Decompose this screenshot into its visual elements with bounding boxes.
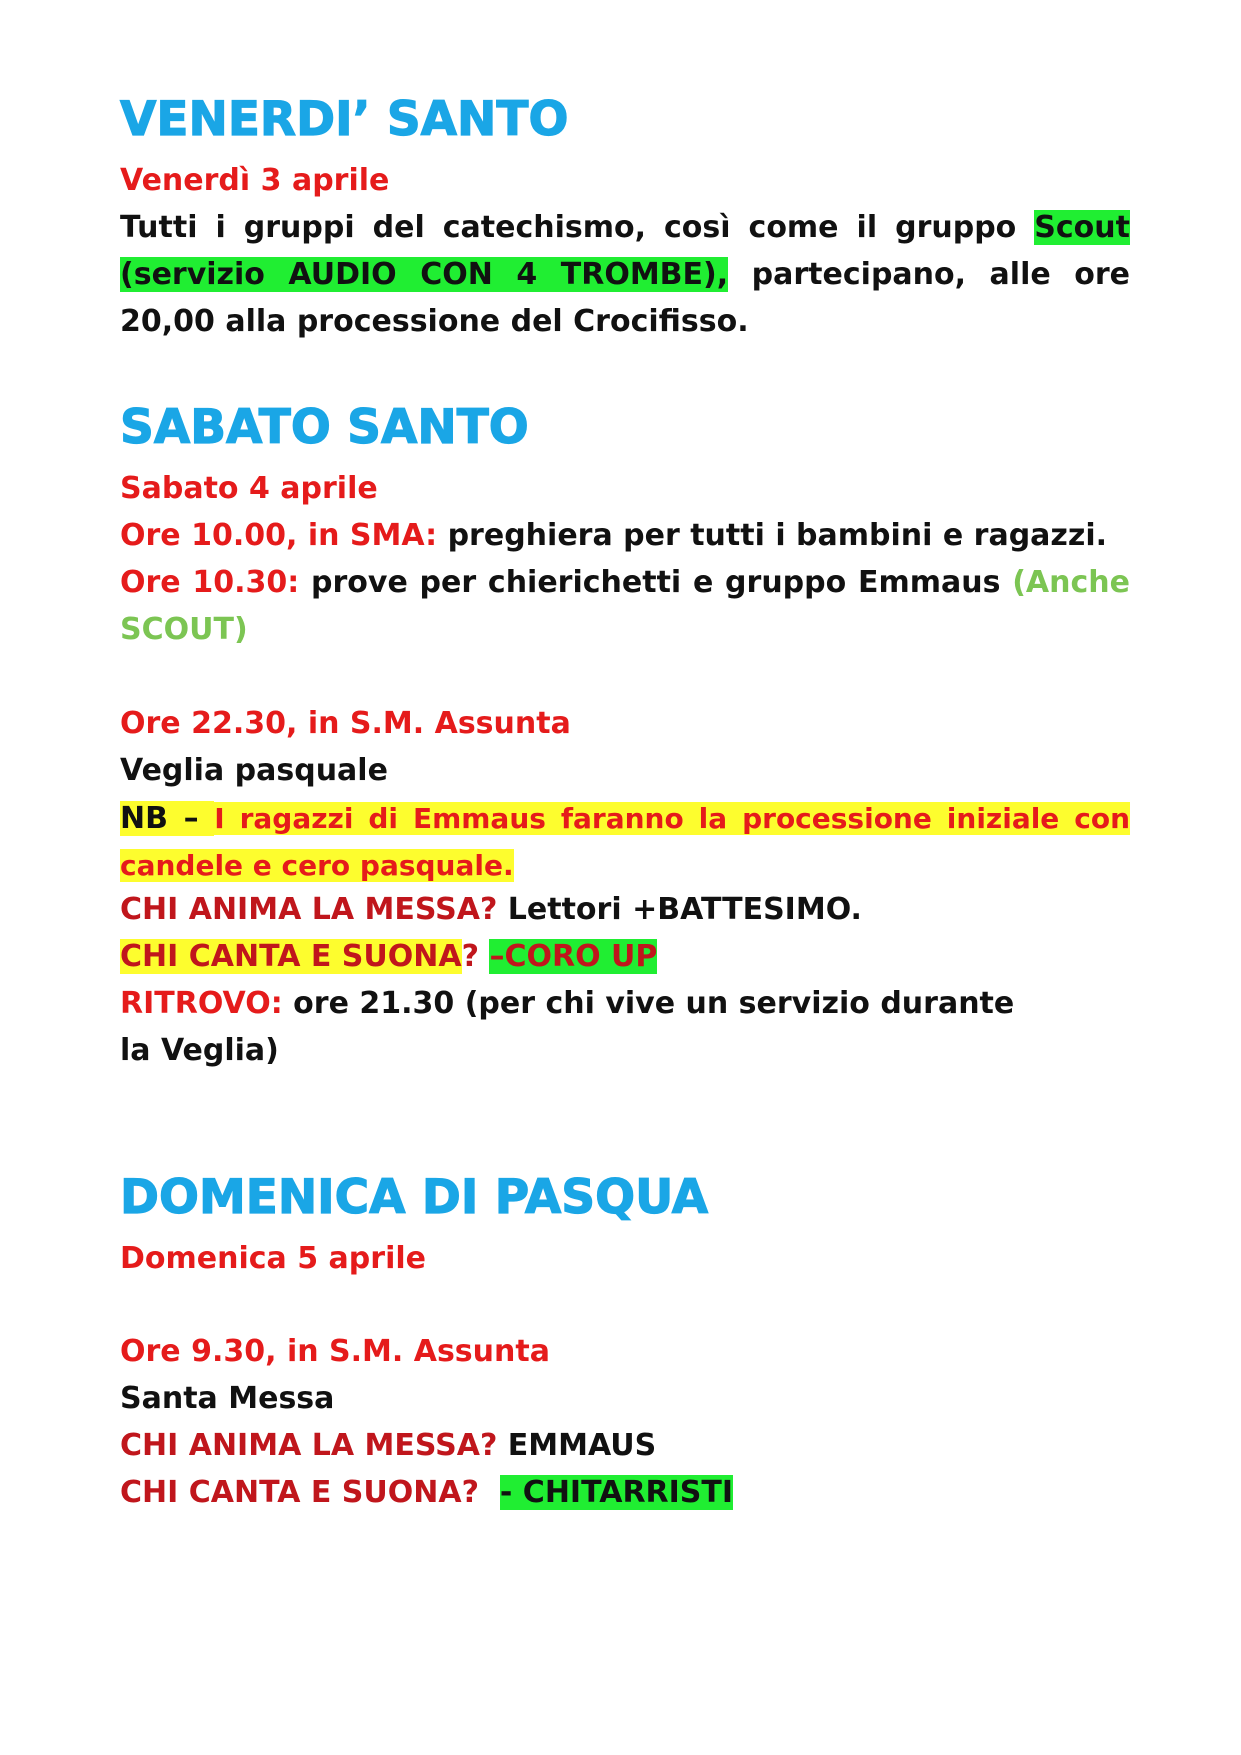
nb-text: I ragazzi di Emmaus faranno la processione iniziale con candele e cero pasquale. (120, 802, 1130, 882)
venerdi-paragraph (120, 204, 1130, 345)
venerdi-title: VENERDI’ SANTO (120, 92, 569, 147)
line-text: preghiera per tutti i bambini e ragazzi. (437, 518, 1108, 553)
line-text: prove per chierichetti e gruppo Emmaus (299, 565, 1013, 600)
domenica-event: Santa Messa (120, 1381, 335, 1416)
canta-label: CHI CANTA E SUONA? (120, 1475, 480, 1510)
sabato-line-1030 (120, 559, 1130, 653)
venerdi-text-1: Tutti i gruppi del catechismo, così come il gruppo (120, 210, 1035, 245)
canta-question: ? (461, 939, 480, 974)
domenica-anima (120, 1422, 1130, 1469)
domenica-title: DOMENICA DI PASQUA (120, 1170, 709, 1225)
sabato-line-1000 (120, 512, 1130, 559)
canta-value: - CHITARRISTI (499, 1475, 734, 1510)
sabato-anima (120, 886, 1130, 933)
ritrovo-label: RITROVO: (120, 986, 283, 1021)
sabato-time-2230: Ore 22.30, in S.M. Assunta (120, 706, 571, 741)
canta-label: CHI CANTA E SUONA (120, 939, 462, 974)
sabato-canta (120, 933, 1130, 980)
nb-label: NB (120, 801, 168, 836)
anima-value: EMMAUS (497, 1428, 657, 1463)
sabato-ritrovo (120, 980, 1020, 1074)
domenica-canta (120, 1469, 1130, 1516)
time-label: Ore 10.30: (120, 565, 300, 600)
sabato-title: SABATO SANTO (120, 400, 529, 455)
scout-note: (Anche SCOUT) (120, 565, 1130, 647)
canta-value: –CORO UP (489, 939, 658, 974)
time-label: Ore 10.00, in SMA: (120, 518, 438, 553)
anima-value: Lettori +BATTESIMO. (497, 892, 862, 927)
nb-note (120, 795, 1130, 889)
sabato-date: Sabato 4 aprile (120, 471, 378, 506)
venerdi-date: Venerdì 3 aprile (120, 163, 390, 198)
domenica-time: Ore 9.30, in S.M. Assunta (120, 1334, 550, 1369)
sabato-event: Veglia pasquale (120, 753, 388, 788)
nb-dash: – (167, 801, 215, 836)
anima-label: CHI ANIMA LA MESSA? (120, 1428, 498, 1463)
scout-highlight: Scout (servizio AUDIO CON 4 TROMBE), (120, 210, 1130, 292)
ritrovo-text: ore 21.30 (per chi vive un servizio durante la Veglia) (120, 986, 1015, 1068)
domenica-date: Domenica 5 aprile (120, 1241, 426, 1276)
anima-label: CHI ANIMA LA MESSA? (120, 892, 498, 927)
venerdi-text-2: partecipano, alle ore 20,00 alla processione del Crocifisso. (120, 257, 1130, 339)
